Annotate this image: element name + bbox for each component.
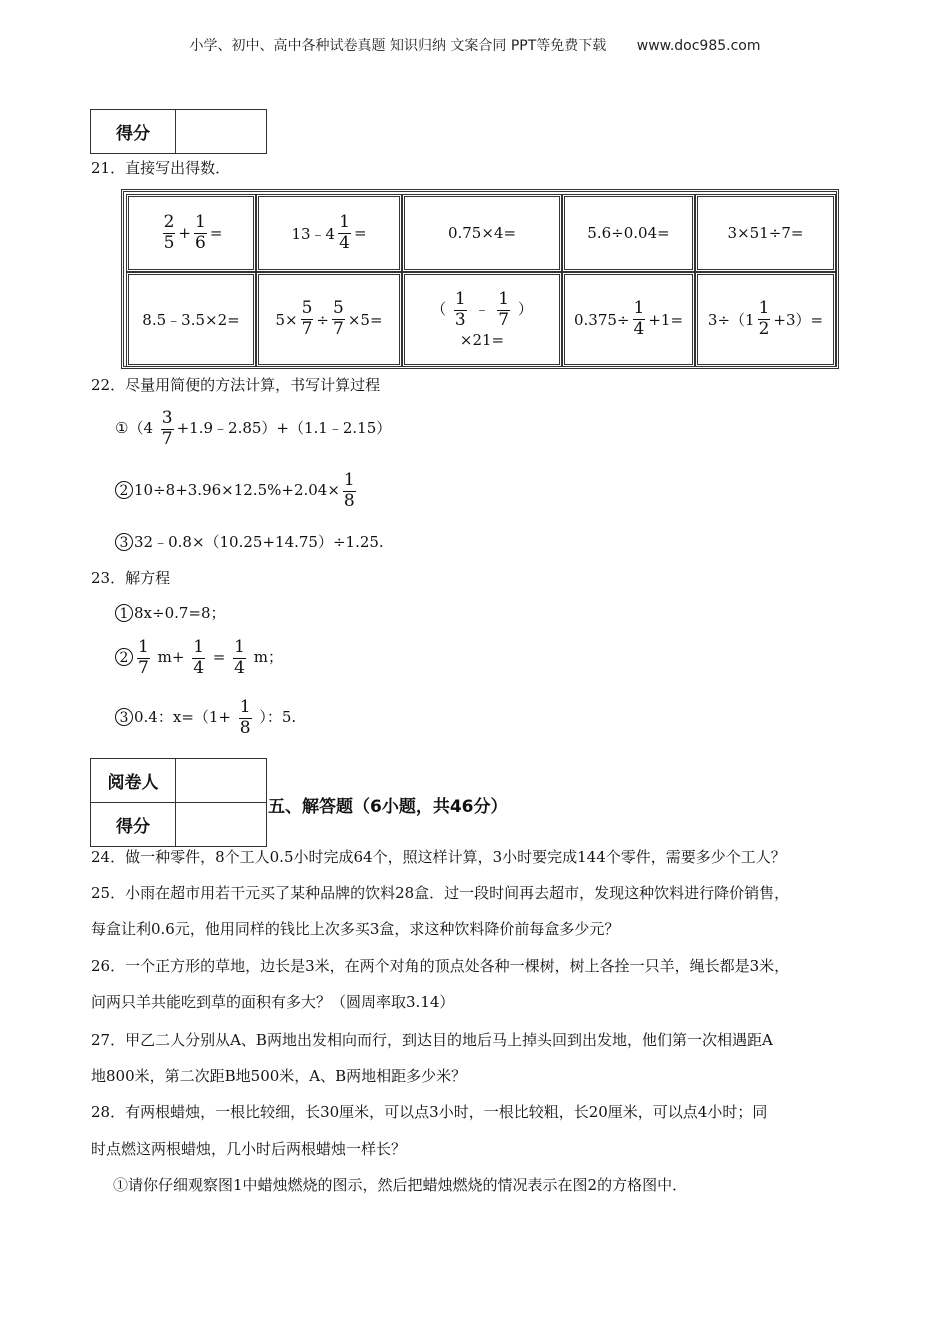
q21-r2-c5: 3÷（1 $\frac{1}{2}$ +3）= <box>695 272 836 367</box>
q21-r1-c2: 13﹣4 $\frac{1}{4}$ = <box>256 194 402 272</box>
circled-number: 3 <box>115 533 133 551</box>
q21-r2-c3: （ $\frac{1}{3}$ ﹣ $\frac{1}{7}$ ） ×21= <box>402 272 562 367</box>
q27-line-1: 27．甲乙二人分别从A、B两地出发相向而行，到达目的地后马上掉头回到出发地，他们第一次相遇距A <box>91 1031 773 1049</box>
score-label: 得分 <box>91 803 176 847</box>
q22-item-3: 3 32﹣0.8×（10.25+14.75）÷1.25. <box>115 531 384 552</box>
fraction: $\frac{1}{4}$ <box>633 298 645 339</box>
q28-line-2: 时点燃这两根蜡烛，几小时后两根蜡烛一样长？ <box>91 1140 407 1158</box>
reviewer-label: 阅卷人 <box>91 759 176 803</box>
q21-r1-c3: 0.75×4= <box>402 194 562 272</box>
q21-title: 21．直接写出得数． <box>91 159 231 177</box>
circled-number: 2 <box>115 648 133 666</box>
fraction: $\frac{1}{7}$ <box>498 289 510 330</box>
fraction: $\frac{5}{7}$ <box>333 298 344 339</box>
fraction: $\frac{1}{4}$ <box>339 211 350 253</box>
fraction: $\frac{1}{4}$ <box>193 637 205 678</box>
fraction: $\frac{1}{6}$ <box>195 211 206 253</box>
fraction: $\frac{1}{8}$ <box>239 697 251 738</box>
fraction: $\frac{2}{5}$ <box>163 211 175 253</box>
q21-r2-c4: 0.375÷ $\frac{1}{4}$ +1= <box>562 272 695 367</box>
q26-line-1: 26．一个正方形的草地，边长是3米，在两个对角的顶点处各种一棵树，树上各拴一只羊，绳长都是3米， <box>91 957 790 975</box>
page-header <box>0 35 950 55</box>
reviewer-blank <box>176 759 267 803</box>
fraction: $\frac{1}{7}$ <box>138 637 149 678</box>
q23-title: 23．解方程 <box>91 569 171 587</box>
fraction: $\frac{1}{4}$ <box>234 637 245 678</box>
fraction: $\frac{5}{7}$ <box>301 298 313 339</box>
q23-item-1: 1 8x÷0.7=8； <box>115 602 226 623</box>
header-site: www.doc985.com <box>636 38 761 54</box>
q26-line-2: 问两只羊共能吃到草的面积有多大？（圆周率取3.14） <box>91 993 455 1011</box>
q28-line-1: 28．有两根蜡烛，一根比较细，长30厘米，可以点3小时，一根比较粗，长20厘米，可以点4小时；同 <box>91 1103 768 1121</box>
q21-r1-c5: 3×51÷7= <box>695 194 836 272</box>
q25-line-1: 25．小雨在超市用若干元买了某种品牌的饮料28盒．过一段时间再去超市，发现这种饮料进行降价销售， <box>91 884 790 902</box>
q27-line-2: 地800米，第二次距B地500米，A、B两地相距多少米？ <box>91 1067 467 1085</box>
q28-line-3: ①请你仔细观察图1中蜡烛燃烧的图示，然后把蜡烛燃烧的情况表示在图2的方格图中． <box>113 1176 688 1194</box>
score-box-top <box>90 109 267 154</box>
q22-item-2: 2 10÷8+3.96×12.5%+2.04× $\frac{1}{8}$ <box>115 471 359 511</box>
q23-item-3: 3 0.4：x=（1+ $\frac{1}{8}$ ）：5. <box>115 698 296 738</box>
q23-item-2: 2 $\frac{1}{7}$ m+ $\frac{1}{4}$ = $\frac{1}{4}$ m； <box>115 638 283 678</box>
q21-r2-c2: 5× $\frac{5}{7}$ ÷ $\frac{5}{7}$ ×5= <box>256 272 402 367</box>
q25-line-2: 每盒让利0.6元，他用同样的钱比上次多买3盒，求这种饮料降价前每盒多少元？ <box>91 920 620 938</box>
score-label: 得分 <box>91 110 176 154</box>
header-title: 小学、初中、高中各种试卷真题 知识归纳 文案合同 PPT等免费下载 <box>189 38 607 54</box>
circled-number: 1 <box>115 604 133 622</box>
q24-text: 24．做一种零件，8个工人0.5小时完成64个，照这样计算，3小时要完成144个零件，需要多少个工人？ <box>91 848 786 866</box>
score-blank <box>176 110 267 154</box>
q21-calc-table <box>121 189 839 369</box>
fraction: $\frac{3}{7}$ <box>161 408 173 449</box>
q21-r1-c4: 5.6÷0.04= <box>562 194 695 272</box>
circled-number: 2 <box>115 481 133 499</box>
fraction: $\frac{1}{2}$ <box>758 298 770 339</box>
fraction: $\frac{1}{8}$ <box>343 470 355 511</box>
fraction: $\frac{1}{3}$ <box>454 289 466 330</box>
q22-item-1: ①（4 $\frac{3}{7}$ +1.9﹣2.85）+（1.1﹣2.15） <box>115 408 392 449</box>
score-blank <box>176 803 267 847</box>
section-5-title: 五、解答题（6小题，共46分） <box>268 797 508 817</box>
score-box-bottom <box>90 758 267 847</box>
q21-r1-c1: $\frac{2}{5}$ + $\frac{1}{6}$ = <box>126 194 256 272</box>
q22-title: 22．尽量用简便的方法计算，书写计算过程 <box>91 376 381 394</box>
circled-number: 3 <box>115 708 133 726</box>
q21-r2-c1: 8.5﹣3.5×2= <box>126 272 256 367</box>
